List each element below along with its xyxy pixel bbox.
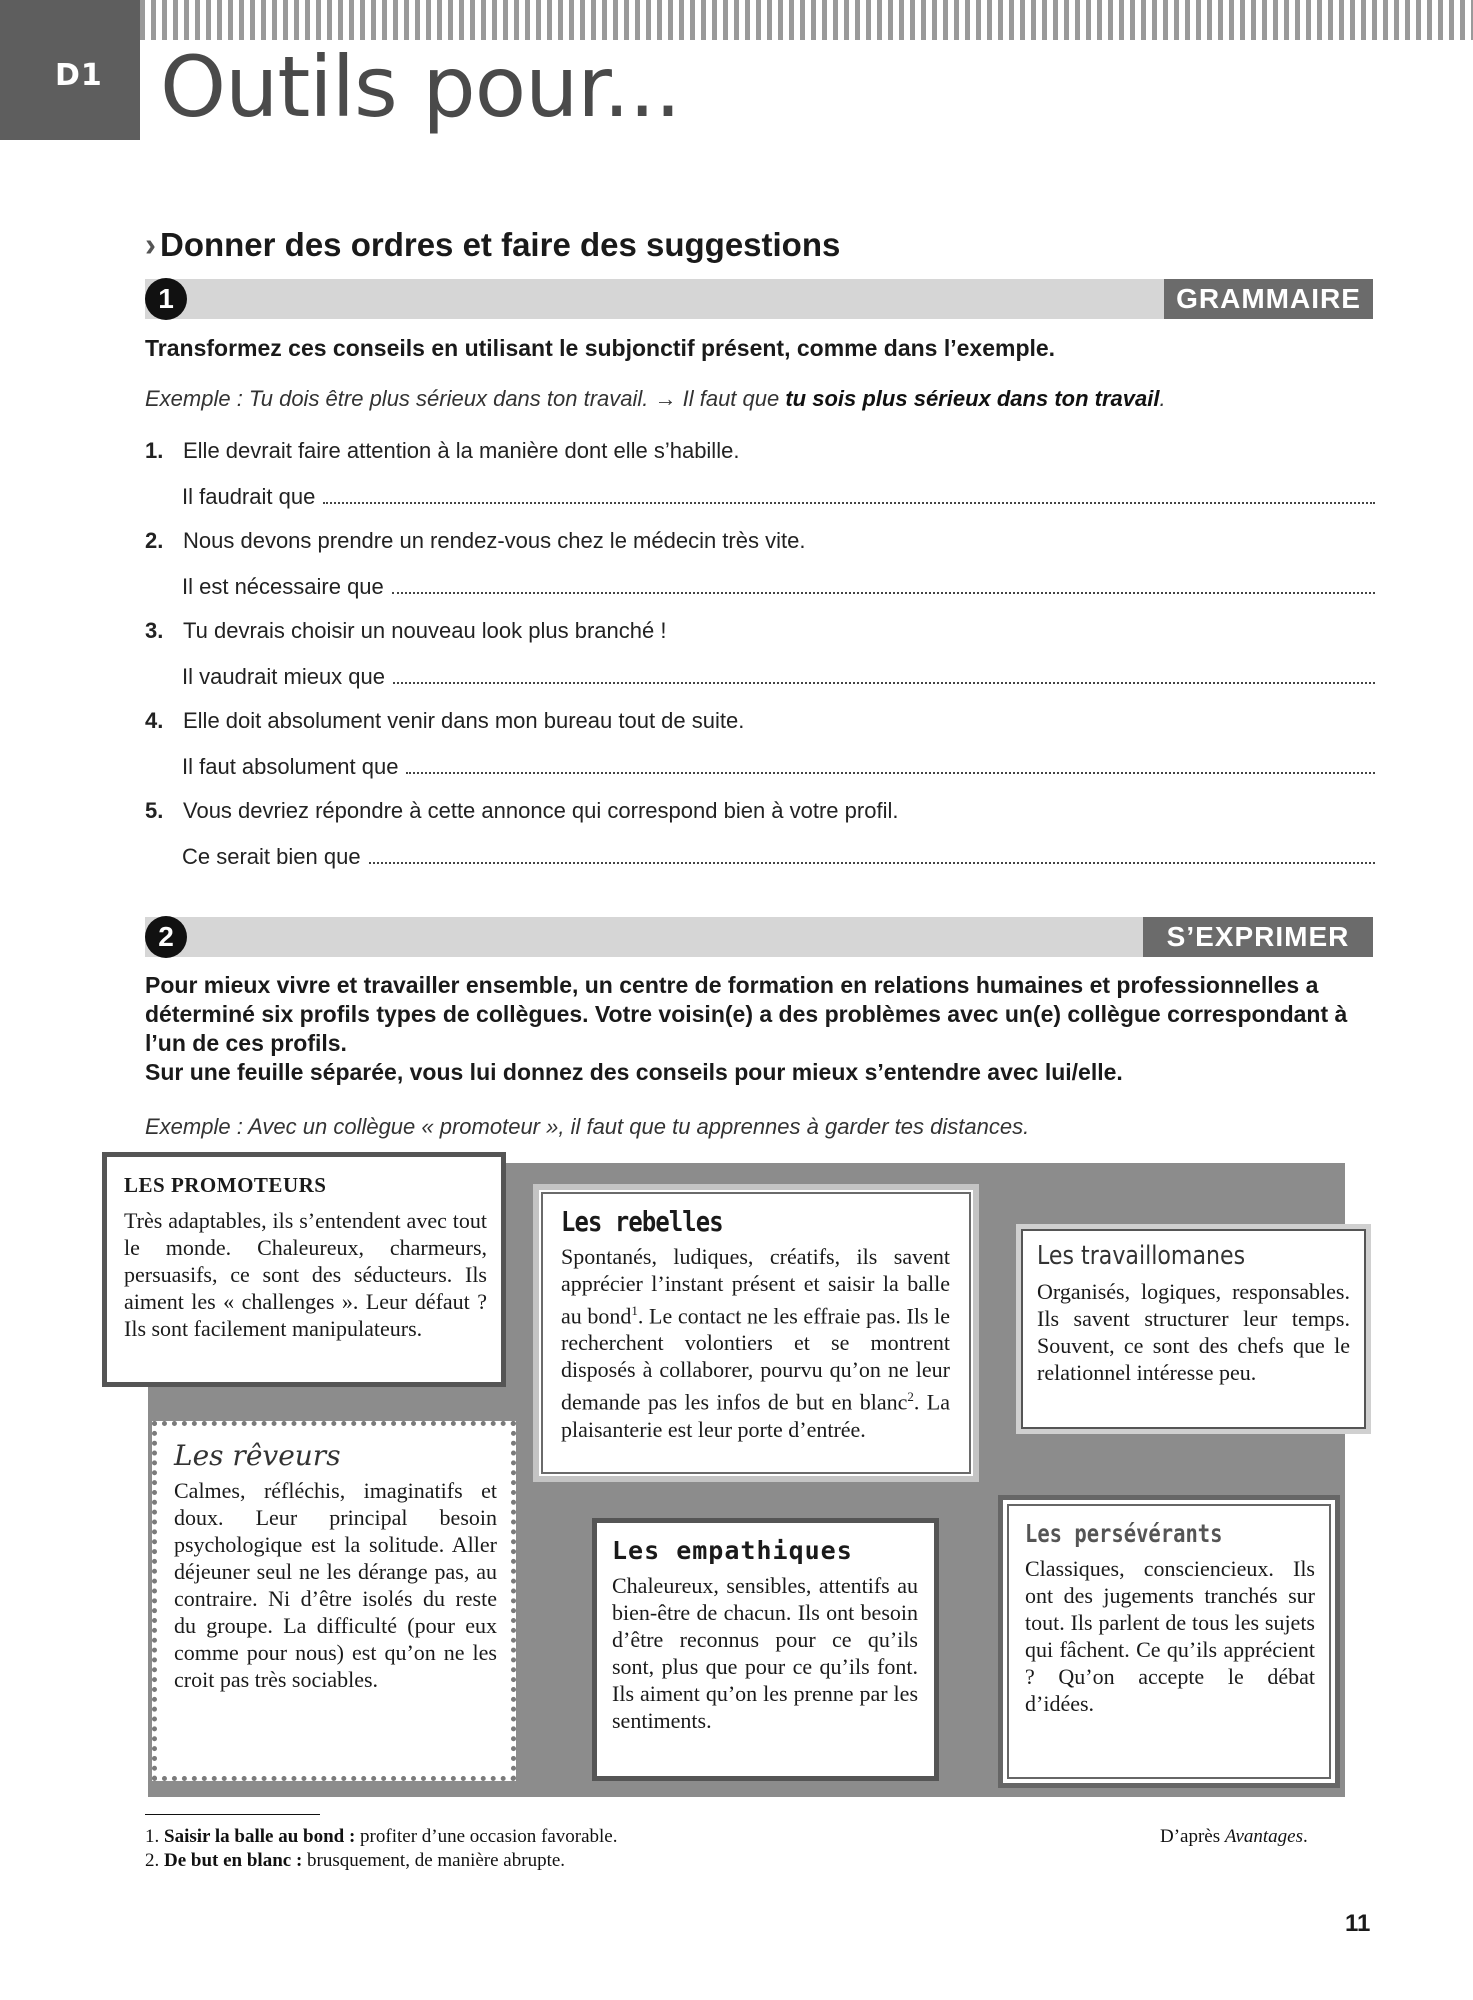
- exercise-2-instruction-text: Pour mieux vivre et travailler ensemble, un centre de formation en relations humaines et professionnelles a déterminé six profils types de collègues. Votre voisin(e) a des problèmes avec un(e) collègue correspondant à l’un de ces profils.: [145, 972, 1348, 1056]
- footnote-1: [145, 1826, 617, 1848]
- exercise-item: [145, 438, 1375, 464]
- profile-text: Classiques, consciencieux. Ils ont des jugements tranchés sur tout. Ils parlent de tous les sujets qui fâchent. Ce qu’ils apprécient ? Qu’on accepte le débat d’idées.: [1025, 1556, 1315, 1716]
- exercise-2-instruction-task: Sur une feuille séparée, vous lui donnez des conseils pour mieux s’entendre avec lui/elle.: [145, 1059, 1123, 1085]
- answer-line[interactable]: [182, 574, 1375, 600]
- exercise-2-number: 2: [145, 916, 187, 958]
- example-prefix: Exemple : Tu dois être plus sérieux dans ton travail. → Il faut que: [145, 386, 786, 411]
- profile-card-empathiques: [592, 1518, 939, 1781]
- exercise-item: [145, 618, 1375, 644]
- example-suffix: .: [1159, 386, 1166, 411]
- profile-card-reveurs: [152, 1421, 516, 1781]
- profile-title: Les travaillomanes: [1037, 1241, 1246, 1271]
- profile-text-part: Spontanés, ludiques, créatifs, ils savent apprécier l’instant présent et saisir la balle au bond: [561, 1244, 950, 1329]
- profile-title: Les empathiques: [612, 1536, 853, 1565]
- answer-dots[interactable]: [406, 754, 1375, 774]
- item-text: Vous devriez répondre à cette annonce qui correspond bien à votre profil.: [183, 798, 899, 823]
- footnote-ref: 1: [631, 1303, 638, 1318]
- profile-card-promoteurs: [102, 1152, 506, 1387]
- footnote-divider: [145, 1814, 320, 1815]
- item-number: 4.: [145, 708, 164, 733]
- item-number: 1.: [145, 438, 164, 463]
- exercise-1-tag: GRAMMAIRE: [1164, 279, 1373, 319]
- item-text: Nous devons prendre un rendez-vous chez le médecin très vite.: [183, 528, 806, 553]
- profile-text: [561, 1243, 950, 1443]
- profile-card-rebelles: [533, 1184, 979, 1482]
- footnote-term: De but en blanc :: [164, 1850, 303, 1871]
- exercise-1-number: 1: [145, 278, 187, 320]
- source-prefix: D’après: [1160, 1826, 1225, 1847]
- profile-text: Très adaptables, ils s’entendent avec tout le monde. Chaleureux, charmeurs, persuasifs, ce sont des séducteurs. Ils aiment les « challenges ». Leur défaut ? Ils sont facilement manipulateurs.: [124, 1208, 487, 1341]
- answer-prompt: Ce serait bien que: [182, 844, 361, 869]
- chevron-right-icon: ›: [145, 226, 156, 263]
- profile-text-part: . La plaisanterie est leur porte d’entrée.: [561, 1389, 950, 1442]
- chapter-tab-label: D1: [55, 58, 103, 93]
- answer-dots[interactable]: [323, 484, 1375, 504]
- profile-title: LES PROMOTEURS: [124, 1173, 327, 1197]
- answer-dots[interactable]: [393, 664, 1375, 684]
- item-number: 3.: [145, 618, 164, 643]
- section-title-text: Donner des ordres et faire des suggestions: [160, 226, 841, 263]
- source-suffix: .: [1303, 1826, 1308, 1847]
- section-title: [145, 226, 840, 264]
- answer-line[interactable]: [182, 484, 1375, 510]
- profile-text-part: . Le contact ne les effraie pas. Ils le recherchent volontiers et se montrent disposés à collaborer, pourvu qu’on ne leur demande pas les infos de but en blanc: [561, 1303, 950, 1415]
- exercise-item: [145, 798, 1375, 824]
- footnote-number: 2.: [145, 1850, 160, 1871]
- exercise-item: [145, 708, 1375, 734]
- answer-line[interactable]: [182, 664, 1375, 690]
- answer-line[interactable]: [182, 754, 1375, 780]
- item-text: Elle doit absolument venir dans mon bureau tout de suite.: [183, 708, 745, 733]
- answer-dots[interactable]: [392, 574, 1375, 594]
- footnote-number: 1.: [145, 1826, 160, 1847]
- answer-prompt: Il est nécessaire que: [182, 574, 384, 599]
- source-credit: [1160, 1826, 1308, 1848]
- profile-card-perseverants: [998, 1495, 1340, 1788]
- example-answer: tu sois plus sérieux dans ton travail: [785, 386, 1160, 411]
- footnote-term: Saisir la balle au bond :: [164, 1826, 356, 1847]
- item-text: Elle devrait faire attention à la manière dont elle s’habille.: [183, 438, 740, 463]
- exercise-2-instruction: [145, 971, 1375, 1087]
- item-number: 2.: [145, 528, 164, 553]
- answer-prompt: Il faut absolument que: [182, 754, 399, 779]
- answer-line[interactable]: [182, 844, 1375, 870]
- exercise-2-tag: S’EXPRIMER: [1143, 917, 1373, 957]
- page-number: 11: [1345, 1910, 1371, 1937]
- footnote-ref: 2: [907, 1389, 914, 1405]
- exercise-2-example: Exemple : Avec un collègue « promoteur », il faut que tu apprennes à garder tes distances.: [145, 1114, 1030, 1139]
- header-stripes: [140, 0, 1473, 40]
- answer-prompt: Il vaudrait mieux que: [182, 664, 385, 689]
- exercise-1-instruction: Transformez ces conseils en utilisant le subjonctif présent, comme dans l’exemple.: [145, 335, 1056, 361]
- profile-title: Les rebelles: [561, 1205, 723, 1238]
- profile-text: Organisés, logiques, responsables. Ils savent structurer leur temps. Souvent, ce sont des chefs que le relationnel intéresse peu.: [1037, 1279, 1350, 1385]
- exercise-item: [145, 528, 1375, 554]
- item-number: 5.: [145, 798, 164, 823]
- footnote-2: [145, 1850, 565, 1872]
- profile-text: Chaleureux, sensibles, attentifs au bien-être de chacun. Ils ont besoin d’être reconnus pour ce qu’ils sont, plus que pour ce qu’ils font. Ils aiment qu’on les prenne par les sentiments.: [612, 1573, 918, 1733]
- page-title: Outils pour...: [160, 38, 681, 136]
- source-title: Avantages: [1224, 1826, 1303, 1847]
- profile-title: Les persévérants: [1025, 1519, 1223, 1548]
- answer-prompt: Il faudrait que: [182, 484, 316, 509]
- profile-card-travaillomanes: [1016, 1224, 1371, 1434]
- footnote-definition: profiter d’une occasion favorable.: [355, 1826, 618, 1847]
- footnote-definition: brusquement, de manière abrupte.: [302, 1850, 566, 1871]
- answer-dots[interactable]: [369, 844, 1375, 864]
- profile-title: Les rêveurs: [174, 1439, 341, 1472]
- exercise-1-example: [145, 386, 1385, 412]
- item-text: Tu devrais choisir un nouveau look plus branché !: [183, 618, 667, 643]
- profile-text: Calmes, réfléchis, imaginatifs et doux. Leur principal besoin psychologique est la solitude. Aller déjeuner seul ne les dérange pas, au contraire. Ni d’être isolés du reste du groupe. La difficulté (pour eux comme pour nous) est qu’on ne les croit pas très sociables.: [174, 1478, 497, 1692]
